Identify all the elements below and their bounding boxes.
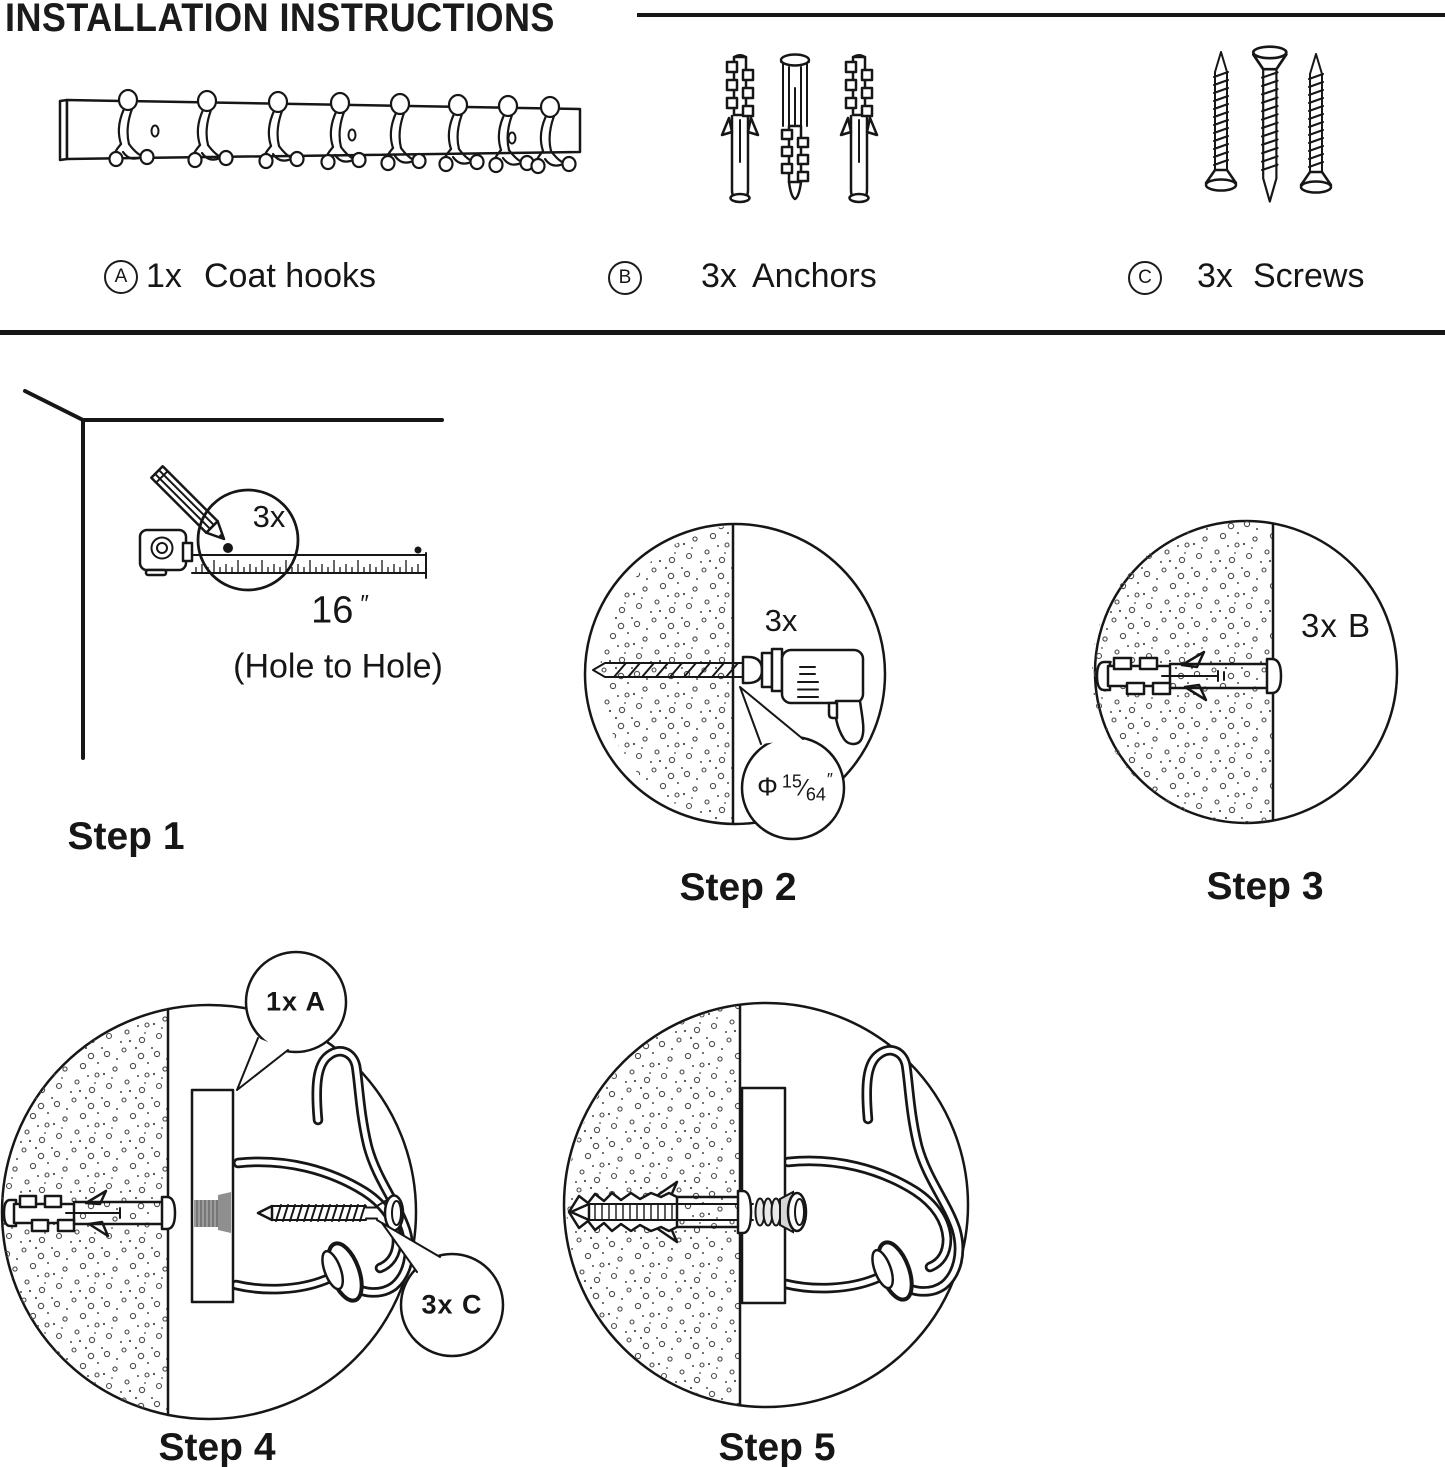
step1-note: (Hole to Hole) [233, 647, 443, 686]
step3-annotation: 3x B [1300, 607, 1372, 644]
part-name-a: Coat hooks [204, 257, 376, 295]
step2-quantity: 3x [764, 603, 798, 638]
screws-icon [1196, 44, 1348, 206]
mark-dot [223, 543, 233, 553]
step5-illustration [555, 985, 975, 1425]
section-divider [0, 330, 1445, 335]
wall-cross-section [600, 525, 733, 823]
header-rule [637, 13, 1445, 17]
step1-label: Step 1 [67, 815, 185, 858]
part-qty-a: 1x [146, 257, 182, 295]
step3-label: Step 3 [1206, 865, 1324, 908]
step1-quantity: 3x [252, 499, 286, 534]
anchors-icon [710, 48, 886, 214]
wall-corner [25, 391, 442, 758]
step4-illustration [0, 945, 520, 1467]
drill-diameter [757, 769, 833, 805]
part-letter-b: B [608, 261, 642, 295]
step1-illustration [15, 385, 460, 805]
distance-unit: ″ [360, 590, 369, 618]
step5-label: Step 5 [718, 1426, 836, 1467]
distance-value: 16 [311, 589, 354, 632]
coat-rack-icon [58, 86, 590, 182]
part-name-b: Anchors [752, 257, 877, 295]
step4-label: Step 4 [158, 1426, 276, 1467]
diameter-symbol: Φ [757, 771, 778, 802]
step4-callout-bottom: 3x C [421, 1289, 483, 1320]
mark-dot-right [415, 547, 422, 554]
part-letter-a: A [104, 260, 138, 294]
diameter-denominator: 64 [805, 784, 826, 805]
diameter-slash: ⁄ [801, 774, 806, 802]
part-qty-c: 3x [1197, 257, 1233, 295]
part-letter-c: C [1128, 261, 1162, 295]
step2-illustration [580, 515, 910, 850]
diameter-unit: ″ [826, 769, 833, 789]
part-name-c: Screws [1253, 257, 1365, 295]
step4-callout-top: 1x A [265, 986, 327, 1017]
page-title: INSTALLATION INSTRUCTIONS [5, 0, 555, 40]
step3-illustration [1090, 515, 1410, 833]
diameter-numerator: 15 [781, 771, 802, 792]
tape-measure-icon [140, 530, 426, 578]
part-qty-b: 3x [701, 257, 737, 295]
step2-label: Step 2 [679, 866, 797, 909]
step1-distance [311, 590, 369, 633]
